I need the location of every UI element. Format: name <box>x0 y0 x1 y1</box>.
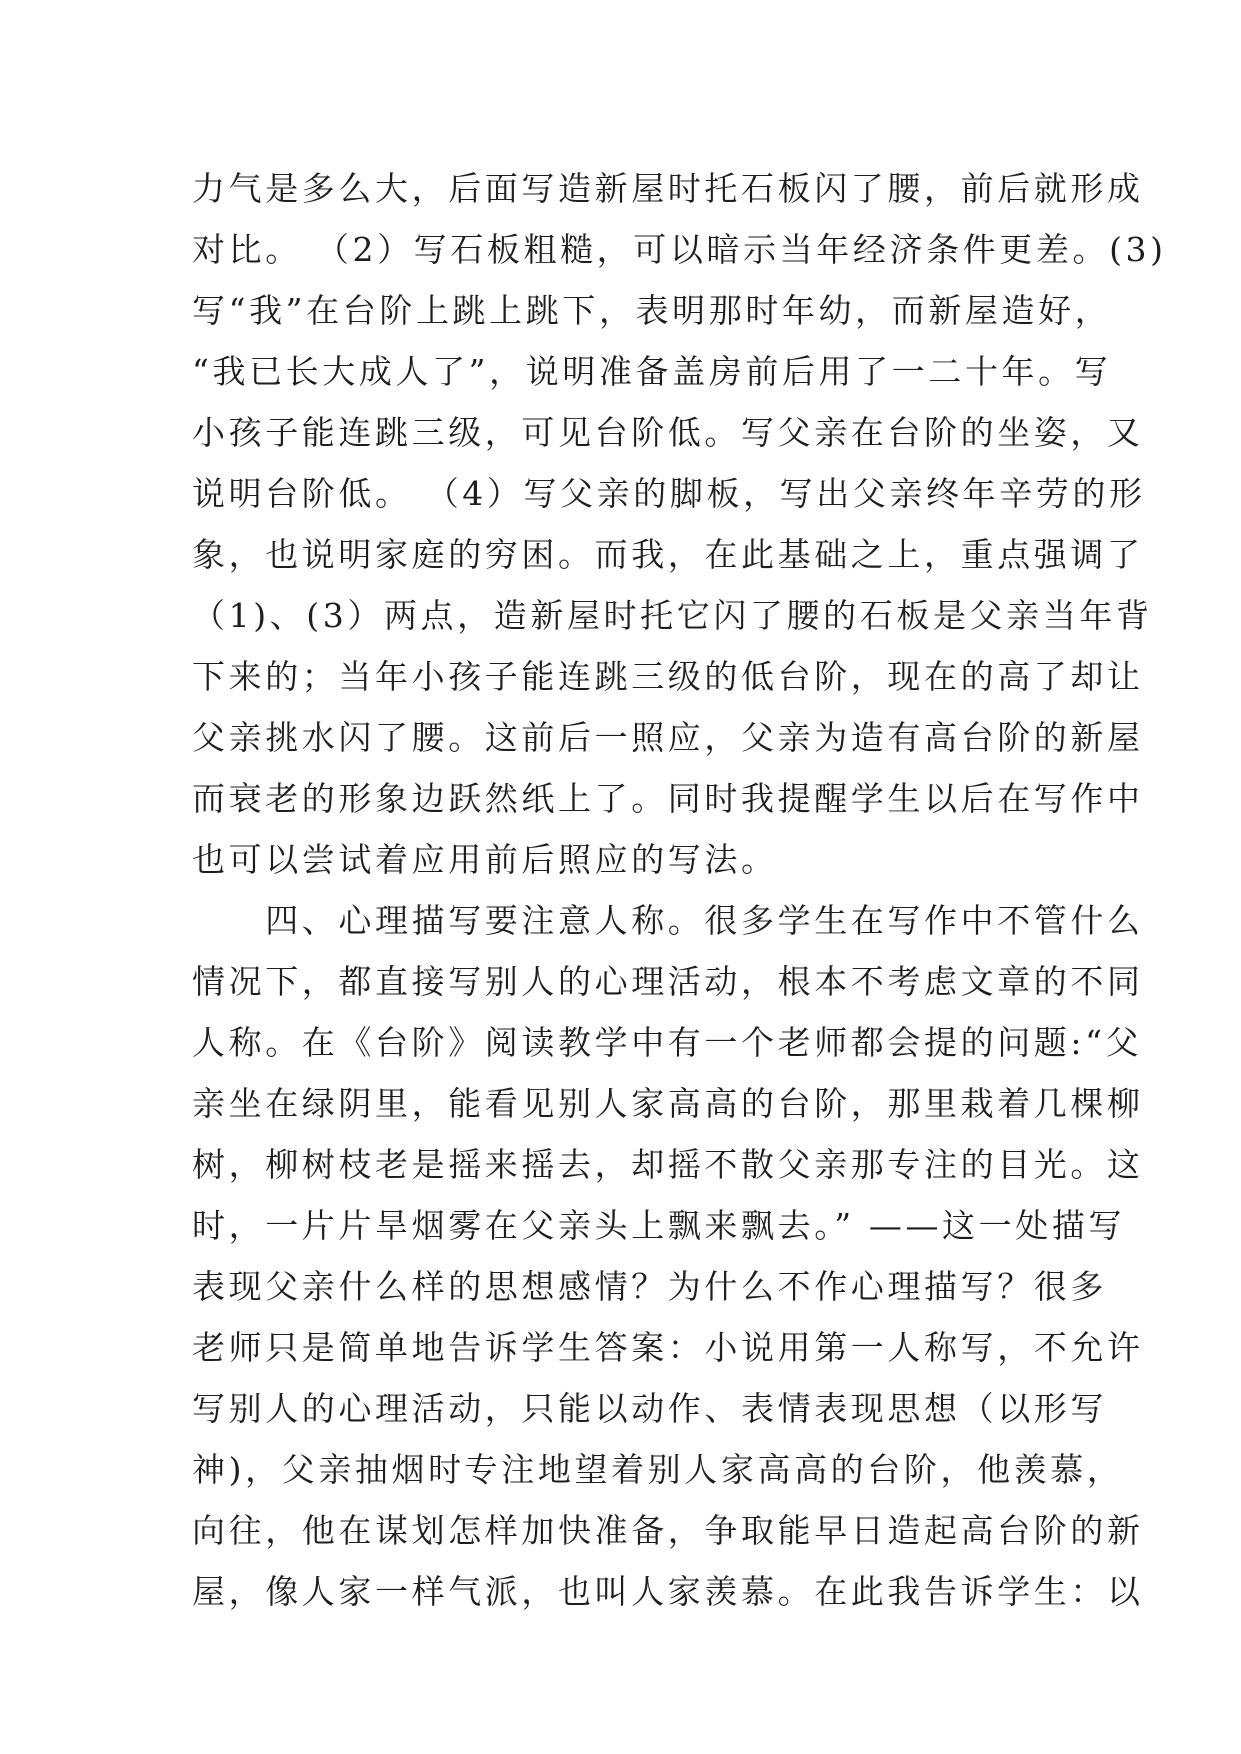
text-line-12: 也可以尝试着应用前后照应的写法。 <box>192 840 778 879</box>
text-line-18: 时，一片片旱烟雾在父亲头上飘来飘去。” ——这一处描写 <box>192 1206 1126 1245</box>
text-line-1: 力气是多么大，后面写造新屋时托石板闪了腰，前后就形成 <box>192 169 1144 208</box>
text-line-19: 表现父亲什么样的思想感情？为什么不作心理描写？很多 <box>192 1267 1107 1306</box>
text-line-20: 老师只是简单地告诉学生答案：小说用第一人称写，不允许 <box>192 1328 1144 1367</box>
text-line-22: 神)，父亲抽烟时专注地望着别人家高高的台阶，他羡慕， <box>192 1450 1124 1489</box>
text-line-10: 父亲挑水闪了腰。这前后一照应，父亲为造有高台阶的新屋 <box>192 718 1144 757</box>
text-line-4: “我已长大成人了”，说明准备盖房前后用了一二十年。写 <box>192 352 1112 391</box>
body-text <box>192 158 1167 1622</box>
text-line-6: 说明台阶低。 （4）写父亲的脚板，写出父亲终年辛劳的形 <box>192 474 1146 513</box>
text-line-21: 写别人的心理活动，只能以动作、表情表现思想（以形写 <box>192 1389 1107 1428</box>
text-line-9: 下来的；当年小孩子能连跳三级的低台阶，现在的高了却让 <box>192 657 1144 696</box>
text-line-13: 四、心理描写要注意人称。很多学生在写作中不管什么 <box>192 901 1144 940</box>
text-line-24: 屋，像人家一样气派，也叫人家羡慕。在此我告诉学生：以 <box>192 1572 1144 1611</box>
text-line-14: 情况下，都直接写别人的心理活动，根本不考虑文章的不同 <box>192 962 1144 1001</box>
text-line-17: 树，柳树枝老是摇来摇去，却摇不散父亲那专注的目光。这 <box>192 1145 1144 1184</box>
text-line-11: 而衰老的形象边跃然纸上了。同时我提醒学生以后在写作中 <box>192 779 1144 818</box>
text-line-2: 对比。 （2）写石板粗糙，可以暗示当年经济条件更差。(3) <box>192 230 1167 269</box>
text-line-8: （1)、(3）两点，造新屋时托它闪了腰的石板是父亲当年背 <box>192 596 1153 635</box>
text-line-23: 向往，他在谋划怎样加快准备，争取能早日造起高台阶的新 <box>192 1511 1144 1550</box>
text-line-3: 写“我”在台阶上跳上跳下，表明那时年幼，而新屋造好， <box>192 291 1112 330</box>
text-line-16: 亲坐在绿阴里，能看见别人家高高的台阶，那里栽着几棵柳 <box>192 1084 1144 1123</box>
text-line-7: 象，也说明家庭的穷困。而我，在此基础之上，重点强调了 <box>192 535 1144 574</box>
text-line-5: 小孩子能连跳三级，可见台阶低。写父亲在台阶的坐姿，又 <box>192 413 1144 452</box>
text-line-15: 人称。在《台阶》阅读教学中有一个老师都会提的问题:“父 <box>192 1023 1143 1062</box>
